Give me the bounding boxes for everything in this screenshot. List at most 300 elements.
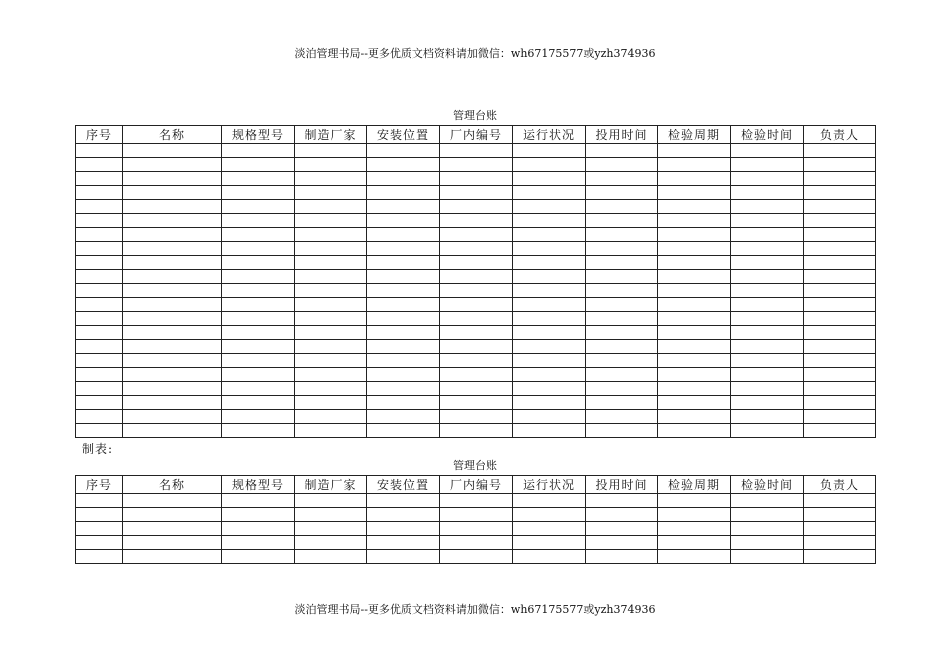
table-cell xyxy=(658,228,731,242)
table-cell xyxy=(513,312,586,326)
table-cell xyxy=(76,382,123,396)
table-cell xyxy=(222,172,295,186)
table-cell xyxy=(658,354,731,368)
table-cell xyxy=(367,312,440,326)
header-cell-model: 规格型号 xyxy=(222,126,295,144)
ledger-2-body xyxy=(76,494,876,564)
table-cell xyxy=(513,410,586,424)
table-cell xyxy=(804,340,876,354)
table-cell xyxy=(123,186,222,200)
table-cell xyxy=(222,158,295,172)
table-cell xyxy=(76,536,123,550)
table-cell xyxy=(440,158,513,172)
table-cell xyxy=(804,256,876,270)
table-cell xyxy=(123,536,222,550)
table-cell xyxy=(76,326,123,340)
table-cell xyxy=(222,536,295,550)
table-cell xyxy=(123,284,222,298)
table-cell xyxy=(440,214,513,228)
table-row xyxy=(76,144,876,158)
table-cell xyxy=(804,410,876,424)
table-cell xyxy=(367,242,440,256)
table-cell xyxy=(295,396,367,410)
table-cell xyxy=(513,382,586,396)
table-cell xyxy=(76,214,123,228)
table-cell xyxy=(804,522,876,536)
table-cell xyxy=(658,424,731,438)
table-cell xyxy=(731,396,804,410)
table-row xyxy=(76,424,876,438)
table-cell xyxy=(222,312,295,326)
table-cell xyxy=(586,382,658,396)
table-cell xyxy=(123,508,222,522)
table-cell xyxy=(295,424,367,438)
table-cell xyxy=(440,382,513,396)
table-cell xyxy=(123,172,222,186)
table-cell xyxy=(295,172,367,186)
table-cell xyxy=(586,228,658,242)
header-cell-commission-date: 投用时间 xyxy=(586,476,658,494)
table-cell xyxy=(731,494,804,508)
table-cell xyxy=(222,186,295,200)
table-cell xyxy=(367,284,440,298)
table-cell xyxy=(586,298,658,312)
table-cell xyxy=(804,186,876,200)
table-cell xyxy=(76,550,123,564)
table-cell xyxy=(76,368,123,382)
table-cell xyxy=(804,326,876,340)
table-cell xyxy=(731,172,804,186)
table-cell xyxy=(513,284,586,298)
table-cell xyxy=(586,200,658,214)
table-cell xyxy=(804,536,876,550)
table-cell xyxy=(295,382,367,396)
table-cell xyxy=(367,158,440,172)
table-cell xyxy=(367,410,440,424)
table-cell xyxy=(222,522,295,536)
table-cell xyxy=(295,368,367,382)
table-row xyxy=(76,368,876,382)
header-row xyxy=(76,126,876,144)
table-cell xyxy=(367,214,440,228)
table-row xyxy=(76,382,876,396)
table-cell xyxy=(440,200,513,214)
table-cell xyxy=(440,368,513,382)
table-cell xyxy=(295,494,367,508)
table-cell xyxy=(658,508,731,522)
table-cell xyxy=(804,312,876,326)
table-cell xyxy=(658,326,731,340)
table-row xyxy=(76,340,876,354)
header-cell-status: 运行状况 xyxy=(513,476,586,494)
table-cell xyxy=(586,284,658,298)
table-cell xyxy=(731,312,804,326)
table-cell xyxy=(367,172,440,186)
table-cell xyxy=(295,312,367,326)
table-cell xyxy=(513,172,586,186)
table-row xyxy=(76,228,876,242)
table-cell xyxy=(440,550,513,564)
table-cell xyxy=(804,424,876,438)
header-cell-owner: 负责人 xyxy=(804,476,876,494)
table-cell xyxy=(76,522,123,536)
table-cell xyxy=(658,214,731,228)
table-cell xyxy=(222,410,295,424)
table-row xyxy=(76,270,876,284)
table-cell xyxy=(731,424,804,438)
table-cell xyxy=(586,396,658,410)
header-cell-name: 名称 xyxy=(123,476,222,494)
table-cell xyxy=(295,214,367,228)
table-cell xyxy=(295,298,367,312)
table-cell xyxy=(513,270,586,284)
table-cell xyxy=(440,186,513,200)
table-cell xyxy=(658,536,731,550)
table-cell xyxy=(440,256,513,270)
table-cell xyxy=(222,214,295,228)
table-cell xyxy=(731,410,804,424)
table-cell xyxy=(804,214,876,228)
table-cell xyxy=(440,424,513,438)
table-cell xyxy=(367,228,440,242)
table-cell xyxy=(658,200,731,214)
table-cell xyxy=(658,340,731,354)
table-cell xyxy=(804,508,876,522)
table-cell xyxy=(440,410,513,424)
table-cell xyxy=(123,214,222,228)
table-row xyxy=(76,242,876,256)
table-cell xyxy=(123,270,222,284)
header-cell-serial: 序号 xyxy=(76,126,123,144)
table-cell xyxy=(76,494,123,508)
table-cell xyxy=(586,410,658,424)
table-cell xyxy=(586,550,658,564)
table-cell xyxy=(658,284,731,298)
table-cell xyxy=(123,326,222,340)
table-cell xyxy=(804,228,876,242)
table-cell xyxy=(440,172,513,186)
table-row xyxy=(76,284,876,298)
header-cell-plant-number: 厂内编号 xyxy=(440,126,513,144)
table-cell xyxy=(513,186,586,200)
table-row xyxy=(76,256,876,270)
table-cell xyxy=(123,144,222,158)
table-cell xyxy=(586,494,658,508)
table-cell xyxy=(367,424,440,438)
table-cell xyxy=(804,158,876,172)
table-cell xyxy=(295,522,367,536)
header-cell-inspection-cycle: 检验周期 xyxy=(658,476,731,494)
table-cell xyxy=(804,200,876,214)
table-cell xyxy=(658,410,731,424)
table-cell xyxy=(76,284,123,298)
table-cell xyxy=(513,228,586,242)
header-cell-manufacturer: 制造厂家 xyxy=(295,126,367,144)
table-cell xyxy=(513,536,586,550)
table-cell xyxy=(513,494,586,508)
table-cell xyxy=(295,270,367,284)
header-cell-location: 安装位置 xyxy=(367,476,440,494)
table-cell xyxy=(731,508,804,522)
table-cell xyxy=(586,270,658,284)
table-cell xyxy=(658,256,731,270)
header-row xyxy=(76,476,876,494)
table-title-2: 管理台账 xyxy=(453,459,497,472)
table-cell xyxy=(295,284,367,298)
header-cell-inspection-date: 检验时间 xyxy=(731,126,804,144)
table-row xyxy=(76,186,876,200)
header-cell-inspection-date: 检验时间 xyxy=(731,476,804,494)
table-cell xyxy=(804,368,876,382)
table-cell xyxy=(586,242,658,256)
table-cell xyxy=(731,214,804,228)
table-cell xyxy=(76,158,123,172)
table-cell xyxy=(440,340,513,354)
header-cell-serial: 序号 xyxy=(76,476,123,494)
table-cell xyxy=(513,508,586,522)
table-cell xyxy=(367,200,440,214)
table-cell xyxy=(76,228,123,242)
table-cell xyxy=(731,382,804,396)
table-cell xyxy=(367,368,440,382)
table-cell xyxy=(295,144,367,158)
table-cell xyxy=(586,536,658,550)
table-cell xyxy=(731,298,804,312)
table-cell xyxy=(731,186,804,200)
table-cell xyxy=(731,550,804,564)
table-cell xyxy=(123,312,222,326)
table-cell xyxy=(222,270,295,284)
table-cell xyxy=(804,396,876,410)
table-cell xyxy=(513,242,586,256)
table-cell xyxy=(513,340,586,354)
table-cell xyxy=(222,508,295,522)
table-cell xyxy=(513,550,586,564)
table-cell xyxy=(123,410,222,424)
table-row xyxy=(76,200,876,214)
table-cell xyxy=(76,354,123,368)
table-cell xyxy=(731,200,804,214)
table-cell xyxy=(513,326,586,340)
table-row xyxy=(76,536,876,550)
table-cell xyxy=(123,368,222,382)
watermark-bottom: 淡泊管理书局--更多优质文档资料请加微信：wh67175577或yzh374936 xyxy=(294,603,656,616)
table-cell xyxy=(731,284,804,298)
table-row xyxy=(76,172,876,186)
table-cell xyxy=(586,214,658,228)
table-cell xyxy=(804,284,876,298)
table-cell xyxy=(658,494,731,508)
table-cell xyxy=(367,382,440,396)
header-cell-model: 规格型号 xyxy=(222,476,295,494)
table-cell xyxy=(367,340,440,354)
table-cell xyxy=(222,340,295,354)
table-cell xyxy=(367,508,440,522)
table-cell xyxy=(513,158,586,172)
table-cell xyxy=(440,228,513,242)
table-cell xyxy=(658,298,731,312)
table-cell xyxy=(513,368,586,382)
table-cell xyxy=(440,270,513,284)
table-cell xyxy=(586,144,658,158)
table-cell xyxy=(123,242,222,256)
table-cell xyxy=(440,396,513,410)
ledger-table-2 xyxy=(75,475,876,564)
table-row xyxy=(76,158,876,172)
table-cell xyxy=(295,340,367,354)
header-cell-status: 运行状况 xyxy=(513,126,586,144)
table-cell xyxy=(658,550,731,564)
table-cell xyxy=(222,424,295,438)
table-cell xyxy=(440,326,513,340)
table-cell xyxy=(804,242,876,256)
table-cell xyxy=(76,424,123,438)
table-cell xyxy=(658,144,731,158)
table-cell xyxy=(804,550,876,564)
table-cell xyxy=(222,354,295,368)
table-cell xyxy=(440,298,513,312)
table-cell xyxy=(731,270,804,284)
table-cell xyxy=(76,312,123,326)
table-cell xyxy=(295,550,367,564)
table-cell xyxy=(222,382,295,396)
table-cell xyxy=(76,200,123,214)
table-cell xyxy=(295,256,367,270)
table-cell xyxy=(586,354,658,368)
table-cell xyxy=(440,242,513,256)
table-row xyxy=(76,214,876,228)
table-cell xyxy=(123,200,222,214)
table-cell xyxy=(440,144,513,158)
table-cell xyxy=(513,256,586,270)
table-cell xyxy=(731,522,804,536)
table-cell xyxy=(513,522,586,536)
table-cell xyxy=(804,382,876,396)
table-cell xyxy=(804,144,876,158)
watermark-top: 淡泊管理书局--更多优质文档资料请加微信：wh67175577或yzh374936 xyxy=(294,47,656,60)
table-cell xyxy=(295,186,367,200)
table-cell xyxy=(295,228,367,242)
table-cell xyxy=(658,172,731,186)
table-cell xyxy=(804,494,876,508)
table-cell xyxy=(586,508,658,522)
table-cell xyxy=(513,396,586,410)
table-cell xyxy=(76,298,123,312)
table-cell xyxy=(586,158,658,172)
table-row xyxy=(76,522,876,536)
table-cell xyxy=(123,494,222,508)
table-cell xyxy=(658,312,731,326)
table-cell xyxy=(76,410,123,424)
table-cell xyxy=(731,228,804,242)
table-row xyxy=(76,508,876,522)
table-cell xyxy=(586,326,658,340)
table-cell xyxy=(222,228,295,242)
table-cell xyxy=(731,536,804,550)
table-cell xyxy=(367,270,440,284)
table-cell xyxy=(367,256,440,270)
table-cell xyxy=(440,508,513,522)
table-cell xyxy=(76,144,123,158)
table-cell xyxy=(222,284,295,298)
table-cell xyxy=(586,522,658,536)
header-cell-plant-number: 厂内编号 xyxy=(440,476,513,494)
table-cell xyxy=(123,298,222,312)
table-cell xyxy=(123,522,222,536)
table-cell xyxy=(658,270,731,284)
table-cell xyxy=(731,340,804,354)
table-cell xyxy=(123,382,222,396)
table-cell xyxy=(367,550,440,564)
table-cell xyxy=(123,424,222,438)
table-cell xyxy=(76,340,123,354)
table-cell xyxy=(367,144,440,158)
table-cell xyxy=(123,340,222,354)
table-cell xyxy=(367,494,440,508)
table-cell xyxy=(367,522,440,536)
table-cell xyxy=(658,522,731,536)
table-cell xyxy=(586,172,658,186)
table-cell xyxy=(76,270,123,284)
table-cell xyxy=(123,396,222,410)
table-cell xyxy=(367,298,440,312)
header-cell-inspection-cycle: 检验周期 xyxy=(658,126,731,144)
table-cell xyxy=(440,312,513,326)
table-row xyxy=(76,550,876,564)
table-row xyxy=(76,494,876,508)
table-cell xyxy=(222,550,295,564)
table-cell xyxy=(222,242,295,256)
table-cell xyxy=(658,396,731,410)
table-cell xyxy=(586,340,658,354)
table-cell xyxy=(440,284,513,298)
table-cell xyxy=(367,326,440,340)
table-cell xyxy=(440,536,513,550)
table-cell xyxy=(222,200,295,214)
table-cell xyxy=(76,172,123,186)
table-cell xyxy=(222,494,295,508)
table-cell xyxy=(731,158,804,172)
table-cell xyxy=(367,536,440,550)
table-cell xyxy=(295,354,367,368)
table-row xyxy=(76,354,876,368)
table-cell xyxy=(658,158,731,172)
table-cell xyxy=(222,396,295,410)
table-cell xyxy=(123,228,222,242)
header-cell-name: 名称 xyxy=(123,126,222,144)
table-cell xyxy=(295,242,367,256)
table-cell xyxy=(586,186,658,200)
table-cell xyxy=(513,200,586,214)
table-cell xyxy=(222,326,295,340)
table-cell xyxy=(123,256,222,270)
table-cell xyxy=(222,368,295,382)
table-cell xyxy=(76,396,123,410)
table-cell xyxy=(804,172,876,186)
table-cell xyxy=(76,242,123,256)
header-cell-owner: 负责人 xyxy=(804,126,876,144)
table-cell xyxy=(222,298,295,312)
table-cell xyxy=(513,144,586,158)
table-cell xyxy=(513,214,586,228)
table-cell xyxy=(123,158,222,172)
table-cell xyxy=(731,354,804,368)
table-cell xyxy=(367,186,440,200)
table-cell xyxy=(123,550,222,564)
table-title-1: 管理台账 xyxy=(453,109,497,122)
ledger-1-body xyxy=(76,144,876,438)
table-cell xyxy=(658,382,731,396)
